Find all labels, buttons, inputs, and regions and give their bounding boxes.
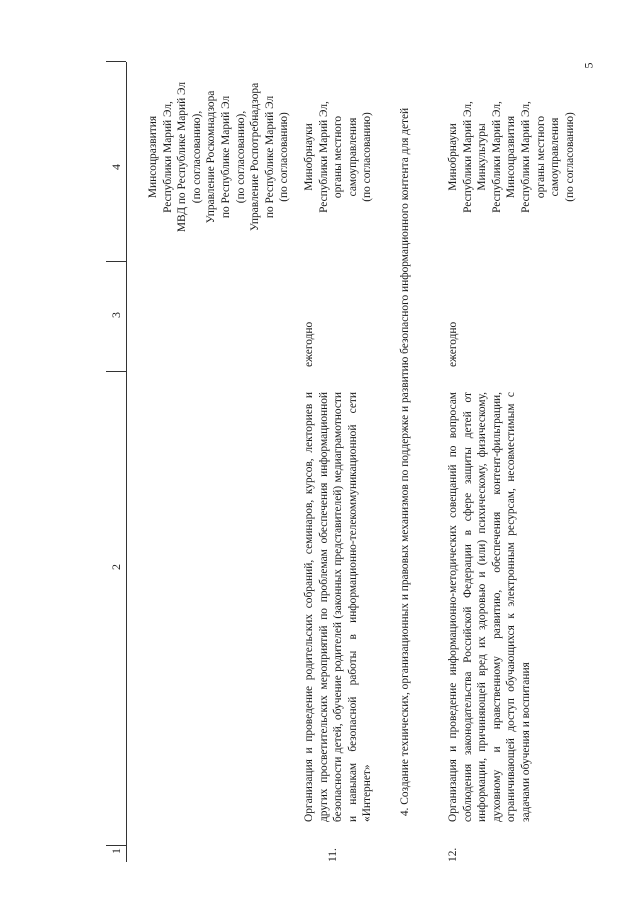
- row12-text: Организация и проведение информационно-методических совещаний по вопросам соблюдения законодательства Российской Федерации в сфере защиты детей от информации, причиняющей вред их здоровью и (или) психическому, физическому, духовному и нравственному развитию, обеспечения контент-фильтрации, ограничивающей доступ обучающихся к электронным ресурсам, несовместимым с задачами обучения и воспитания: [447, 392, 532, 822]
- row11-executors: Минсоцразвития Республики Марий Эл, МВД по Республике Марий Эл (по согласованию), Управление Роскомнадзора по Республике Марий Эл (по согласованию), Управление Роспотребнадзора по Республике Марий Эл (по согласованию): [147, 81, 291, 233]
- header-col-2: 2: [109, 564, 123, 570]
- header-col-3: 3: [109, 312, 123, 318]
- row12-executors: Минобрнауки Республики Марий Эл, Минкультуры Республики Марий Эл, Минсоцразвития Республики Марий Эл, органы местного самоуправления (по согласованию): [447, 101, 576, 213]
- table-header: [106, 62, 127, 862]
- row11-period: ежегодно: [303, 321, 315, 367]
- header-col-4: 4: [109, 164, 123, 170]
- row11-executors-2: Минобрнауки Республики Марий Эл, органы местного самоуправления (по согласованию): [303, 101, 374, 213]
- header-col-1: 1: [109, 848, 123, 854]
- row12-period: ежегодно: [447, 321, 459, 367]
- row12-number: 12.: [447, 847, 459, 862]
- row11-number: 11.: [327, 848, 339, 862]
- row11-text: Организация и проведение родительских собраний, семинаров, курсов, лекториев и других просветительских мероприятий по проблемам обеспечения информационной безопасности детей, обучение родителей (законных представителей) медиаграмотности и навыкам безопасной работы в информационно-телекоммуникационной сети «Интернет»: [303, 392, 374, 822]
- rotated-table: [106, 62, 636, 862]
- page-number: 5: [581, 62, 596, 69]
- section-4-heading: 4. Создание технических, организационных и правовых механизмов по поддержке и развитию безопасного информационного контента для детей: [399, 107, 411, 817]
